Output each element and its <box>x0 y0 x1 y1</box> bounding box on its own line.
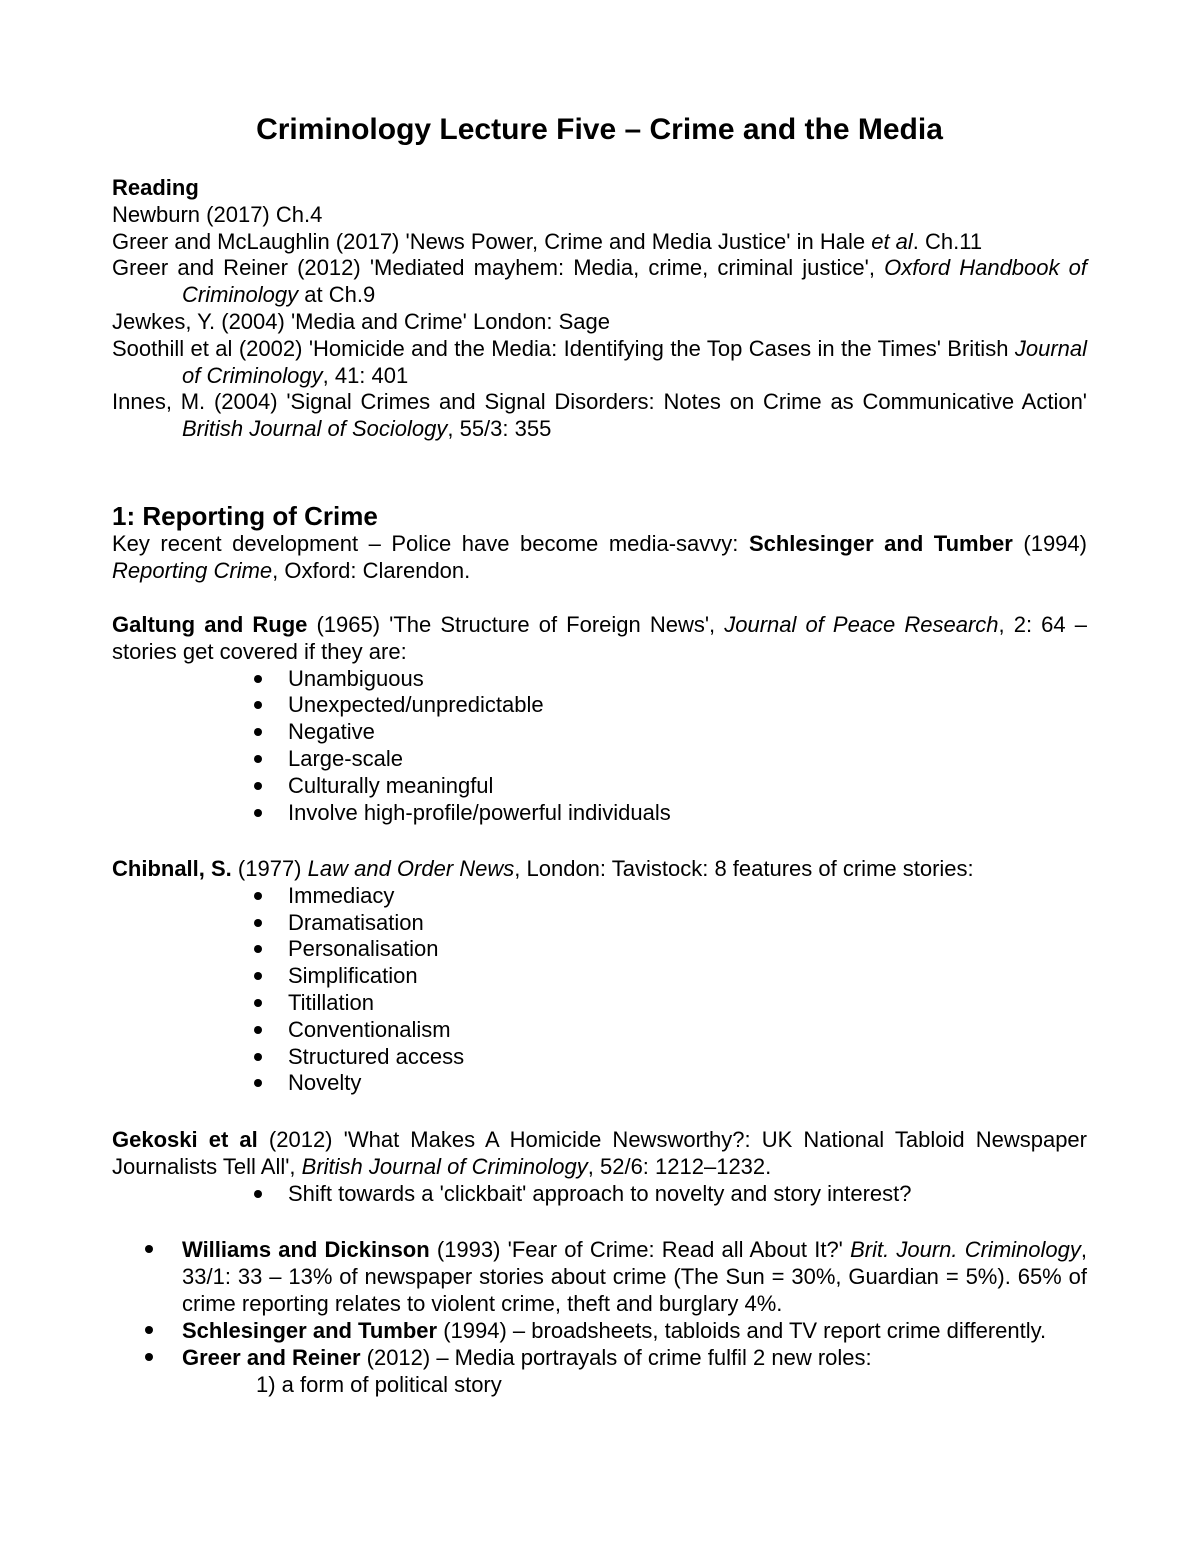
galtung-ruge-block <box>112 612 1087 826</box>
list-item: Shift towards a 'clickbait' approach to novelty and story interest? <box>112 1181 1087 1208</box>
list-item: Unexpected/unpredictable <box>112 692 1087 719</box>
list-item-williams-dickinson: Williams and Dickinson (1993) 'Fear of Crime: Read all About It?' Brit. Journ. Criminology, 33/1: 33 – 13% of newspaper stories about crime (The Sun = 30%, Guardian = 5%). 65% of crime reporting relates to violent crime, theft and burglary 4%. <box>112 1236 1087 1317</box>
gekoski-paragraph: Gekoski et al (2012) 'What Makes A Homicide Newsworthy?: UK National Tabloid Newspaper Journalists Tell All', British Journal of Criminology, 52/6: 1212–1232. <box>112 1127 1087 1179</box>
reading-heading: Reading <box>112 175 199 200</box>
reading-ref-2: Greer and McLaughlin (2017) 'News Power, Crime and Media Justice' in Hale et al. Ch.11 <box>112 228 983 254</box>
reading-section <box>112 175 1087 443</box>
list-item: Simplification <box>112 963 1087 990</box>
gekoski-block <box>112 1127 1087 1207</box>
section-heading: 1: Reporting of Crime <box>112 501 378 531</box>
list-item: Novelty <box>112 1070 1087 1097</box>
list-item: Large-scale <box>112 746 1087 773</box>
reading-ref-5: Soothill et al (2002) 'Homicide and the Media: Identifying the Top Cases in the Times' British Journal of Criminology, 41: 401 <box>112 335 1087 388</box>
list-item: Structured access <box>112 1044 1087 1071</box>
list-item: Dramatisation <box>112 910 1087 937</box>
studies-list <box>112 1236 1087 1398</box>
list-item: Unambiguous <box>112 666 1087 693</box>
list-item-greer-reiner: Greer and Reiner (2012) – Media portrayals of crime fulfil 2 new roles: 1) a form of political story <box>112 1344 1087 1398</box>
reading-ref-4: Jewkes, Y. (2004) 'Media and Crime' London: Sage <box>112 308 610 334</box>
reading-ref-3: Greer and Reiner (2012) 'Mediated mayhem: Media, crime, criminal justice', Oxford Handbook of Criminology at Ch.9 <box>112 255 1087 308</box>
list-item: Immediacy <box>112 883 1087 910</box>
key-development-paragraph: Key recent development – Police have become media-savvy: Schlesinger and Tumber (1994) Reporting Crime, Oxford: Clarendon. <box>112 531 1087 583</box>
sub-point: 1) a form of political story <box>256 1372 502 1397</box>
list-item: Personalisation <box>112 936 1087 963</box>
reading-ref-6: Innes, M. (2004) 'Signal Crimes and Signal Disorders: Notes on Crime as Communicative Action' British Journal of Sociology, 55/3: 355 <box>112 389 1087 442</box>
chibnall-block <box>112 856 1087 1097</box>
list-item: Culturally meaningful <box>112 773 1087 800</box>
chibnall-features-list <box>112 883 1087 1097</box>
studies-block <box>112 1236 1087 1398</box>
list-item: Negative <box>112 719 1087 746</box>
reading-ref-1: Newburn (2017) Ch.4 <box>112 201 323 227</box>
section-reporting-of-crime <box>112 501 1087 585</box>
list-item: Conventionalism <box>112 1017 1087 1044</box>
list-item: Titillation <box>112 990 1087 1017</box>
galtung-criteria-list <box>112 666 1087 827</box>
page-title: Criminology Lecture Five – Crime and the Media <box>256 113 943 146</box>
list-item: Involve high-profile/powerful individuals <box>112 800 1087 827</box>
chibnall-paragraph: Chibnall, S. (1977) Law and Order News, London: Tavistock: 8 features of crime stories: <box>112 856 974 881</box>
list-item-schlesinger-tumber: Schlesinger and Tumber (1994) – broadsheets, tabloids and TV report crime differently. <box>112 1317 1087 1344</box>
gekoski-list <box>112 1181 1087 1208</box>
galtung-ruge-paragraph: Galtung and Ruge (1965) 'The Structure of Foreign News', Journal of Peace Research, 2: 64 – stories get covered if they are: <box>112 612 1087 664</box>
